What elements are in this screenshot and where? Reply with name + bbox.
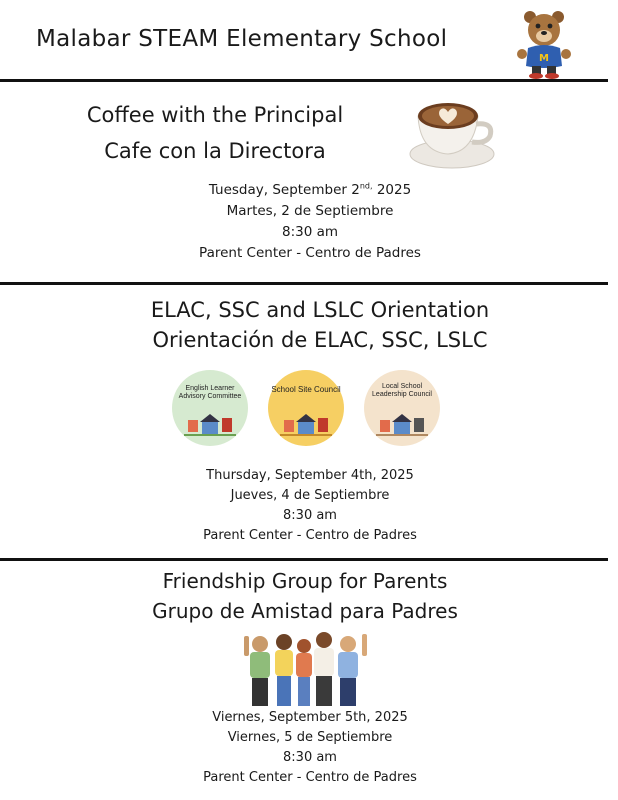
- event-date-en: Viernes, September 5th, 2025: [212, 710, 408, 725]
- event-date-en: Tuesday, September $2^{nd,}$ 2025: [208, 181, 412, 198]
- event-time: 8:30 am: [281, 224, 339, 240]
- event-title-en: Friendship Group for Parents: [162, 569, 448, 593]
- parents-group-icon: [242, 626, 374, 708]
- mascot-letter: M: [539, 53, 549, 64]
- badge-label: English Learner Advisory Committee: [178, 385, 242, 400]
- divider: [0, 558, 608, 561]
- event-title-es: Cafe con la Directora: [104, 139, 326, 163]
- divider: [0, 79, 608, 82]
- event-location: Parent Center - Centro de Padres: [203, 528, 417, 543]
- event-title-es: Orientación de ELAC, SSC, LSLC: [152, 328, 488, 352]
- divider: [0, 282, 608, 285]
- badge-label: School Site Council: [271, 385, 341, 394]
- event-date-en: Thursday, September 4th, 2025: [206, 468, 414, 483]
- lslc-badge: [364, 370, 440, 446]
- school-name: Malabar STEAM Elementary School: [36, 26, 448, 52]
- event-details: [160, 180, 460, 264]
- event-details: [160, 466, 460, 546]
- school-building-icon: [374, 412, 430, 438]
- school-building-icon: [278, 412, 334, 438]
- event-title-es: Grupo de Amistad para Padres: [152, 599, 458, 623]
- badge-label: Local School Leadership Council: [372, 383, 432, 398]
- event-location: Parent Center - Centro de Padres: [203, 770, 417, 785]
- event-location: Parent Center - Centro de Padres: [199, 245, 421, 261]
- event-date-es: Martes, 2 de Septiembre: [226, 203, 394, 219]
- event-date-es: Jueves, 4 de Septiembre: [230, 488, 390, 503]
- coffee-cup-icon: [408, 86, 500, 178]
- school-building-icon: [182, 412, 238, 438]
- bear-mascot-icon: [512, 8, 576, 80]
- event-title-en: Coffee with the Principal: [86, 103, 344, 127]
- elac-badge: [172, 370, 248, 446]
- ssc-badge: [268, 370, 344, 446]
- event-details: [160, 708, 460, 788]
- event-time: 8:30 am: [283, 508, 337, 523]
- event-date-es: Viernes, 5 de Septiembre: [227, 730, 393, 745]
- event-time: 8:30 am: [283, 750, 337, 765]
- event-title-en: ELAC, SSC and LSLC Orientation: [150, 298, 490, 322]
